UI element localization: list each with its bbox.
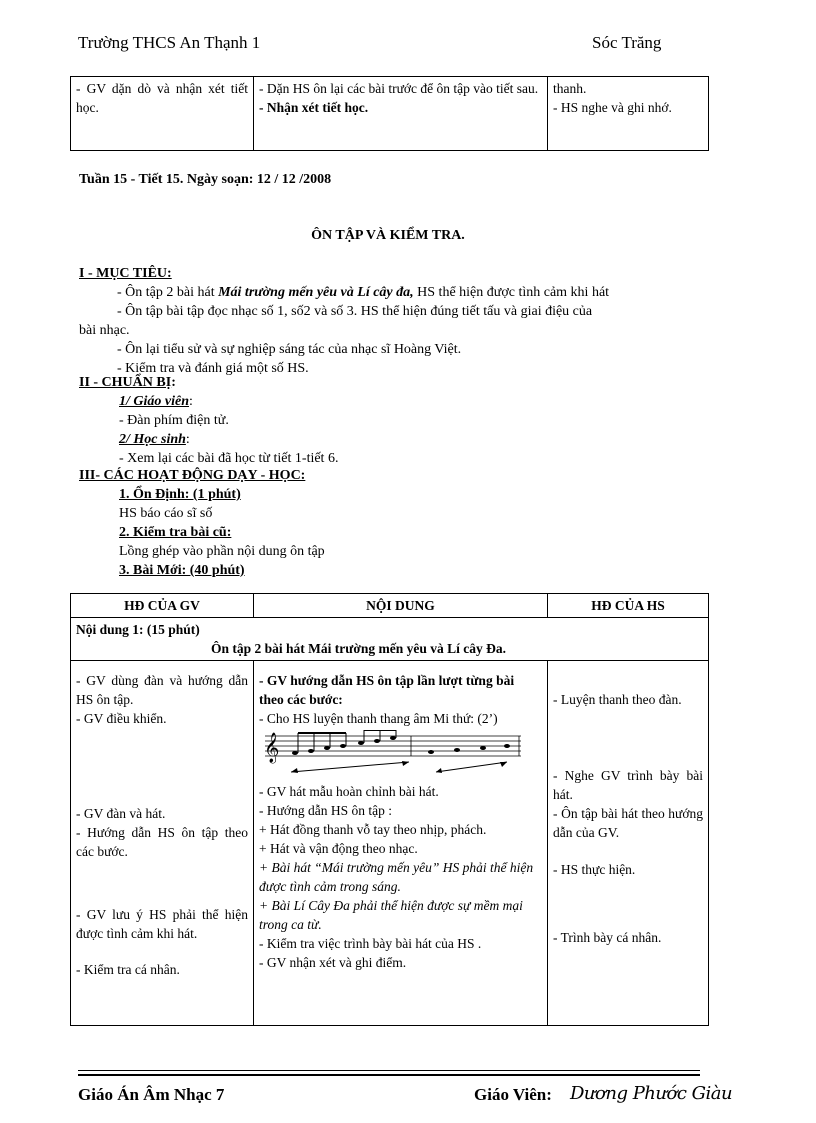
activities-table <box>70 593 709 1026</box>
hs-activity-cell: - Luyện thanh theo đàn. - Nghe GV trình bày bài hát. - Ôn tập bài hát theo hướng dẫn của GV. - HS thực hiện. - Trình bày cá nhân. <box>548 661 709 1026</box>
footer-teacher-label: Giáo Viên: <box>474 1085 552 1104</box>
page-title: ÔN TẬP VÀ KIỂM TRA. <box>311 228 465 243</box>
col-header-content: NỘI DUNG <box>254 594 548 618</box>
section-activities: III- CÁC HOẠT ĐỘNG DẠY - HỌC: 1. Ổn Định: (1 phút) HS báo cáo sĩ số 2. Kiểm tra bài cũ: Lồng ghép vào phần nội dung ôn tập 3. Bài Mới: (40 phút) <box>79 468 325 578</box>
top-gv-cell: - GV dặn dò và nhận xét tiết học. <box>71 77 254 151</box>
province-name: Sóc Trăng <box>592 33 662 52</box>
gv-activity-cell: - GV dùng đàn và hướng dẫn HS ôn tập. - GV điều khiển. - GV đàn và hát. - Hướng dẫn HS ôn tập theo các bước. - GV lưu ý HS phải thể hiện được tình cảm khi hát. - Kiểm tra cá nhân. <box>71 661 254 1026</box>
col-header-hs: HĐ CỦA HS <box>548 594 709 618</box>
svg-text:𝄞: 𝄞 <box>264 733 280 763</box>
footer-rule-top <box>78 1070 700 1071</box>
music-staff-scale <box>261 730 523 778</box>
top-nd-cell: - Dặn HS ôn lại các bài trước để ôn tập vào tiết sau. - Nhận xét tiết học. <box>254 77 548 151</box>
content-1-heading: Nội dung 1: (15 phút) Ôn tập 2 bài hát Mái trường mến yêu và Lí cây Đa. <box>71 618 709 661</box>
top-table <box>70 76 709 151</box>
footer-title: Giáo Án Âm Nhạc 7 <box>78 1085 225 1104</box>
section-preparation: II - CHUẨN BỊ: 1/ Giáo viên: - Đàn phím điện tử. 2/ Học sinh: - Xem lại các bài đã học từ tiết 1-tiết 6. <box>79 375 339 466</box>
week-line: Tuần 15 - Tiết 15. Ngày soạn: 12 / 12 /2008 <box>79 172 332 187</box>
school-name: Trường THCS An Thạnh 1 <box>78 33 261 52</box>
teacher-signature: Dương Phước Giàu <box>570 1083 733 1104</box>
content-cell: - GV hướng dẫn HS ôn tập lần lượt từng bài theo các bước: - Cho HS luyện thanh thang âm Mi thứ: (2’) 𝄞 - GV hát mẫu hoàn chỉnh bài hát. - Hướng dẫn HS ôn tập : + Hát đồng thanh vỗ tay theo nhịp, phách. + Hát và vận động theo nhạc. + Bài hát “Mái trường mến yêu” HS phải thể hiện được tình cảm trong sáng. + Bài Lí Cây Đa phải thể hiện được sự mềm mại trong ca từ. - Kiểm tra việc trình bày bài hát của HS . - GV nhận xét và ghi điểm. <box>254 661 548 1026</box>
col-header-gv: HĐ CỦA GV <box>71 594 254 618</box>
footer-rule-bottom <box>78 1074 700 1076</box>
top-hs-cell: thanh. - HS nghe và ghi nhớ. <box>548 77 709 151</box>
section-objectives: I - MỤC TIÊU: - Ôn tập 2 bài hát Mái trường mến yêu và Lí cây đa, HS thể hiện được tình cảm khi hát - Ôn tập bài tập đọc nhạc số 1, số2 và số 3. HS thể hiện đúng tiết tấu và giai điệu của bài nhạc. - Ôn lại tiểu sử và sự nghiệp sáng tác của nhạc sĩ Hoàng Việt. - Kiểm tra và đánh giá một số HS. <box>79 266 610 376</box>
